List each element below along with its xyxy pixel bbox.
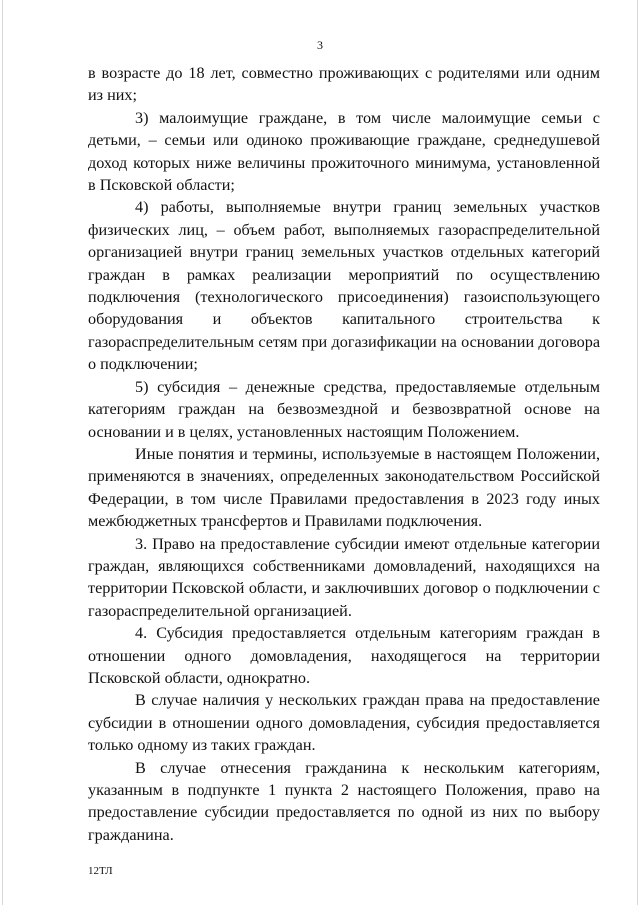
paragraph-multiple-owners: В случае наличия у нескольких граждан права на предоставление субсидии в отношении одного домовладения, субсидия предоставляется только одному из таких граждан. [88,691,600,755]
paragraph-section-4: 4. Субсидия предоставляется отдельным категориям граждан в отношении одного домовладения, находящегося на территории Псковской области, однократно. [88,624,600,687]
paragraph-section-3: 3. Право на предоставление субсидии имеют отдельные категории граждан, являющихся собственниками домовладений, находящихся на территории Псковской области, и заключивших договор о подключении с газораспределительной организацией. [88,534,600,620]
scan-edge-right [637,0,638,905]
document-body [88,62,600,846]
page-number: 3 [317,38,323,52]
paragraph-item-5: 5) субсидия – денежные средства, предоставляемые отдельным категориям граждан на безвозмездной и безвозвратной основе на основании и в целях, установленных настоящим Положением. [88,377,600,441]
scan-edge-left [2,0,3,905]
footer-code: 12ТЛ [88,865,113,877]
paragraph-other-terms: Иные понятия и термины, используемые в настоящем Положении, применяются в значениях, определенных законодательством Российской Федерации, в том числе Правилами предоставления в 2023 году иных межбюджетных трансфертов и Правилами подключения. [88,444,600,531]
paragraph-item-4: 4) работы, выполняемые внутри границ земельных участков физических лиц, – объем работ, выполняемых газораспределительной организацией внутри границ земельных участков отдельных категорий граждан в рамках реализации мероприятий по осуществлению подключения (технологического присоединения) газоиспользующего оборудования и объектов капитального строительства к газораспределительным сетям при догазификации на основании договора о подключении; [88,198,600,374]
paragraph-multiple-categories: В случае отнесения гражданина к нескольким категориям, указанным в подпункте 1 пункта 2 настоящего Положения, право на предоставление субсидии предоставляется по одной из них по выбору гражданина. [88,758,600,844]
paragraph-continuation: в возрасте до 18 лет, совместно проживающих с родителями или одним из них; [88,64,600,105]
paragraph-item-3: 3) малоимущие граждане, в том числе малоимущие семьи с детьми, – семьи или одиноко проживающие граждане, среднедушевой доход которых ниже величины прожиточного минимума, установленной в Псковской области; [88,108,600,195]
